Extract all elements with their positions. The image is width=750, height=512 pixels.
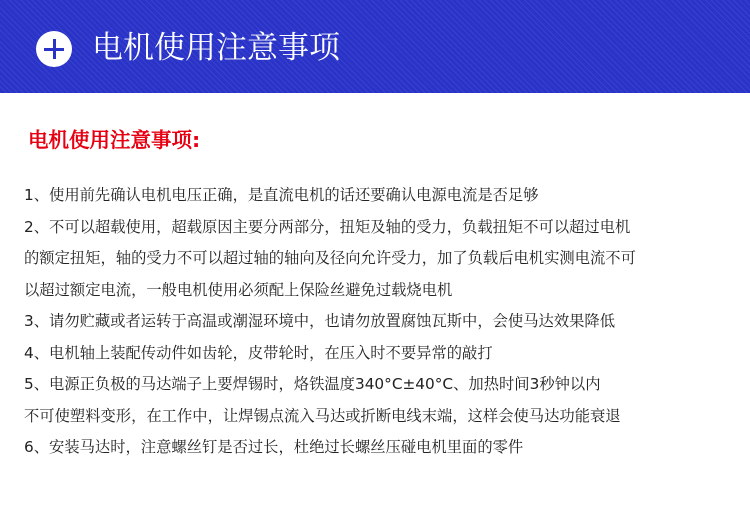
plus-circle-icon	[36, 31, 72, 67]
banner-title: 电机使用注意事项	[92, 30, 340, 66]
note-line: 1、使用前先确认电机电压正确，是直流电机的话还要确认电源电流是否足够	[24, 186, 539, 204]
note-line: 6、安装马达时，注意螺丝钉是否过长，杜绝过长螺丝压碰电机里面的零件	[24, 438, 524, 456]
note-line: 的额定扭矩，轴的受力不可以超过轴的轴向及径向允许受力，加了负载后电机实测电流不可	[24, 249, 636, 267]
note-line: 3、请勿贮藏或者运转于高温或潮湿环境中，也请勿放置腐蚀瓦斯中，会使马达效果降低	[24, 312, 616, 330]
notes-list	[24, 180, 748, 464]
note-line: 5、电源正负极的马达端子上要焊锡时，烙铁温度340°C±40°C、加热时间3秒钟以内	[24, 375, 601, 393]
header-banner	[0, 0, 750, 93]
section-title: 电机使用注意事项:	[28, 128, 201, 152]
note-line: 以超过额定电流，一般电机使用必须配上保险丝避免过载烧电机	[24, 280, 453, 299]
note-line: 不可使塑料变形，在工作中，让焊锡点流入马达或折断电线末端，这样会使马达功能衰退	[24, 406, 621, 425]
note-line: 4、电机轴上装配传动件如齿轮，皮带轮时，在压入时不要异常的敲打	[24, 343, 493, 362]
note-line: 2、不可以超载使用，超载原因主要分两部分，扭矩及轴的受力，负载扭矩不可以超过电机	[24, 217, 631, 236]
